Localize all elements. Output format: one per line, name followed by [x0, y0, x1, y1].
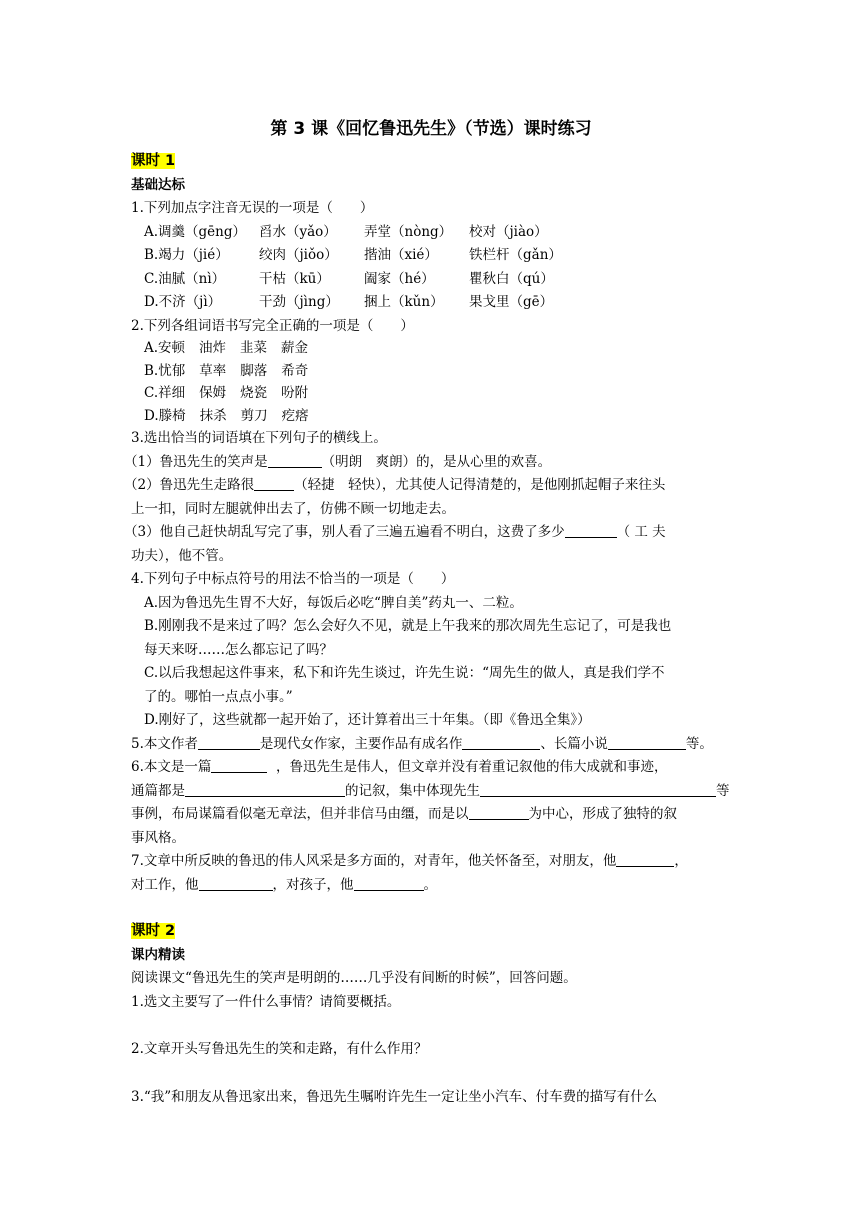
- q1-stem: 1.下列加点字注音无误的一项是（ ）: [131, 200, 374, 216]
- q1-c-3: 阖家（hé）: [364, 270, 435, 287]
- lesson2-section: 课内精读: [131, 946, 185, 963]
- q3-s1-suffix: （明朗 爽朗）的，是从心里的欢喜。: [321, 453, 552, 470]
- q1-d-3: 捆上（kǔn）: [364, 294, 444, 310]
- q4-option-b: B.刚刚我不是来过了吗？怎么会好久不见，就是上午我来的那次周先生忘记了，可是我也: [144, 618, 672, 634]
- q1-option-d: [131, 291, 731, 315]
- lesson2-q1: 1.选文主要写了一件什么事情？请简要概括。: [131, 993, 401, 1010]
- q2-a-1: A.安顿: [144, 340, 186, 356]
- section-gap: [131, 897, 731, 920]
- q2-option-c: [131, 382, 731, 405]
- q5-blank-3[interactable]: [608, 734, 686, 750]
- q2-c-3: 烧瓷: [240, 385, 268, 401]
- q5-blank-1[interactable]: [198, 734, 260, 750]
- lesson2-heading-line: [131, 920, 731, 944]
- q1-option-a: [131, 221, 731, 245]
- q2-c-2: 保姆: [199, 385, 227, 401]
- q3-s2-prefix: （2）鲁迅先生走路很: [124, 477, 255, 493]
- q3-s3-blank[interactable]: [565, 522, 617, 538]
- answer-space-2[interactable]: [131, 1062, 731, 1086]
- q7-line-2: [131, 874, 731, 898]
- q2-stem: 2.下列各组词语书写完全正确的一项是（ ）: [131, 317, 414, 334]
- q2-option-d: [131, 405, 731, 428]
- q2-d-1: D.滕椅: [144, 407, 186, 424]
- q6-part-f: 事例，布局谋篇看似毫无章法，但并非信马由缰，而是以: [131, 806, 469, 822]
- q6-line-2: [131, 780, 731, 804]
- q6-part-g: 为中心，形成了独特的叙: [528, 806, 677, 822]
- lesson2-intro: 阅读课文“鲁迅先生的笑声是明朗的……几乎没有间断的时候”，回答问题。: [131, 970, 577, 986]
- q2-d-4: 疙瘩: [281, 407, 309, 424]
- q5-part-d: 等。: [685, 735, 713, 752]
- q7-line-1: [131, 850, 731, 874]
- q1-d-1: D.不济（jì）: [144, 294, 222, 310]
- q2-c-4: 吩附: [281, 385, 309, 401]
- q3-s3-suffix: （ 工 夫: [616, 524, 666, 540]
- q1-d-2: 干劲（jìng）: [259, 294, 339, 310]
- q2-c-1: C.祥细: [144, 385, 186, 401]
- q1-d-4: 果戈里（gē）: [469, 294, 554, 310]
- q1-c-1: C.油腻（nì）: [144, 270, 226, 287]
- q4-option-d: D.刚好了，这些就都一起开始了，还计算着出三十年集。（即《鲁迅全集》）: [144, 712, 591, 728]
- q4-option-c-cont: 了的。哪怕一点点小事。”: [144, 688, 293, 705]
- document-content: [124, 117, 731, 1109]
- q1-b-1: B.竭力（jié）: [144, 247, 229, 263]
- q6-part-c: 通篇都是: [131, 782, 185, 799]
- lesson1-heading: 课时 1: [131, 153, 176, 169]
- q3-stem: 3.选出恰当的词语填在下列句子的横线上。: [131, 430, 387, 446]
- q3-sentence-1: [124, 451, 731, 475]
- q2-b-3: 脚落: [240, 362, 268, 379]
- q3-s1-prefix: （1）鲁迅先生的笑声是: [124, 453, 268, 470]
- q5-part-c: 、长篇小说: [540, 735, 608, 752]
- q7-part-d: ，对孩子，他: [272, 876, 354, 893]
- q3-sentence-2-cont: 上一扣，同时左腿就伸出去了，仿佛不顾一切地走去。: [131, 500, 455, 517]
- q1-b-4: 铁栏杆（gǎn）: [469, 247, 562, 263]
- q2-d-2: 抹杀: [199, 407, 227, 424]
- q3-sentence-2: [124, 474, 731, 498]
- q1-a-3: 弄堂（nòng）: [364, 223, 453, 240]
- q1-b-2: 绞肉（jiǒo）: [259, 247, 338, 263]
- q2-b-4: 希奇: [281, 362, 309, 379]
- q4-stem: 4.下列句子中标点符号的用法不恰当的一项是（ ）: [131, 571, 455, 587]
- q7-part-c: 对工作，他: [131, 876, 199, 893]
- q3-s3-prefix: （3）他自己赶快胡乱写完了事，别人看了三遍五遍看不明白，这费了多少: [124, 524, 565, 540]
- lesson2-q3: 3.“我”和朋友从鲁迅家出来，鲁迅先生嘱咐许先生一定让坐小汽车、付车费的描写有什么: [131, 1088, 658, 1105]
- page-title: 第 3 课《回忆鲁迅先生》（节选）课时练习: [270, 119, 592, 139]
- lesson2-heading: 课时 2: [131, 923, 176, 939]
- q2-option-a: [131, 337, 731, 360]
- q1-c-4: 瞿秋白（qú）: [469, 270, 554, 287]
- q7-part-e: 。: [423, 876, 437, 893]
- q5: [131, 733, 731, 757]
- lesson1-heading-line: [131, 150, 731, 174]
- q4-option-c: C.以后我想起这件事来，私下和许先生谈过，许先生说：“周先生的做人，真是我们学不: [144, 665, 665, 681]
- q6-blank-4[interactable]: [469, 804, 529, 820]
- q5-part-a: 5.本文作者: [131, 735, 198, 752]
- q7-blank-2[interactable]: [199, 875, 273, 891]
- q1-option-c: [131, 268, 731, 292]
- answer-space-1[interactable]: [131, 1014, 731, 1038]
- q7-part-b: ，: [674, 853, 688, 869]
- q1-b-3: 揩油（xié）: [364, 247, 438, 263]
- q3-sentence-3-cont: 功夫），他不管。: [131, 547, 233, 564]
- q3-sentence-3: [124, 521, 731, 545]
- q5-blank-2[interactable]: [462, 734, 540, 750]
- q1-a-2: 舀水（yǎo）: [259, 223, 337, 240]
- q1-a-1: A.调羹（gēng）: [144, 223, 247, 240]
- q6-blank-2[interactable]: [185, 781, 345, 797]
- q6-blank-1[interactable]: [211, 757, 267, 773]
- q1-option-b: [131, 244, 731, 268]
- q6-line-4: 事风格。: [131, 829, 185, 846]
- q2-b-1: B.忧郁: [144, 362, 186, 379]
- q6-part-e: 等: [716, 782, 730, 799]
- q2-b-2: 草率: [199, 362, 227, 379]
- lesson2-q2: 2.文章开头写鲁迅先生的笑和走路，有什么作用？: [131, 1041, 428, 1057]
- q3-s1-blank[interactable]: [268, 452, 322, 468]
- q4-option-b-cont: 每天来呀……怎么都忘记了吗？: [144, 641, 333, 658]
- q2-a-3: 韭菜: [240, 340, 268, 356]
- q2-option-b: [131, 360, 731, 383]
- lesson1-section: 基础达标: [131, 176, 185, 193]
- q7-blank-3[interactable]: [354, 875, 424, 891]
- q3-s2-blank[interactable]: [254, 475, 294, 491]
- q7-blank-1[interactable]: [616, 851, 674, 867]
- q1-c-2: 干枯（kū）: [259, 270, 330, 287]
- q6-blank-3[interactable]: [480, 781, 716, 797]
- q6-line-3: [131, 803, 731, 827]
- q6-part-a: 6.本文是一篇: [131, 759, 212, 775]
- q6-line-1: [131, 756, 731, 780]
- q1-a-4: 校对（jiào）: [469, 223, 548, 240]
- q2-a-4: 薪金: [281, 340, 309, 356]
- q7-part-a: 7.文章中所反映的鲁迅的伟人风采是多方面的，对青年，他关怀备至，对朋友，他: [131, 853, 617, 869]
- q6-part-b: ，鲁迅先生是伟人，但文章并没有着重记叙他的伟大成就和事迹，: [275, 759, 668, 775]
- q5-part-b: 是现代女作家，主要作品有成名作: [259, 735, 463, 752]
- q2-a-2: 油炸: [199, 340, 227, 356]
- q2-d-3: 剪刀: [240, 407, 268, 424]
- q3-s2-suffix: （轻捷 轻快），尤其使人记得清楚的，是他刚抓起帽子来往头: [294, 477, 666, 493]
- q4-option-a: A.因为鲁迅先生胃不大好，每饭后必吃“脾自美”药丸一、二粒。: [144, 594, 523, 611]
- q6-part-d: 的记叙，集中体现先生: [345, 782, 480, 799]
